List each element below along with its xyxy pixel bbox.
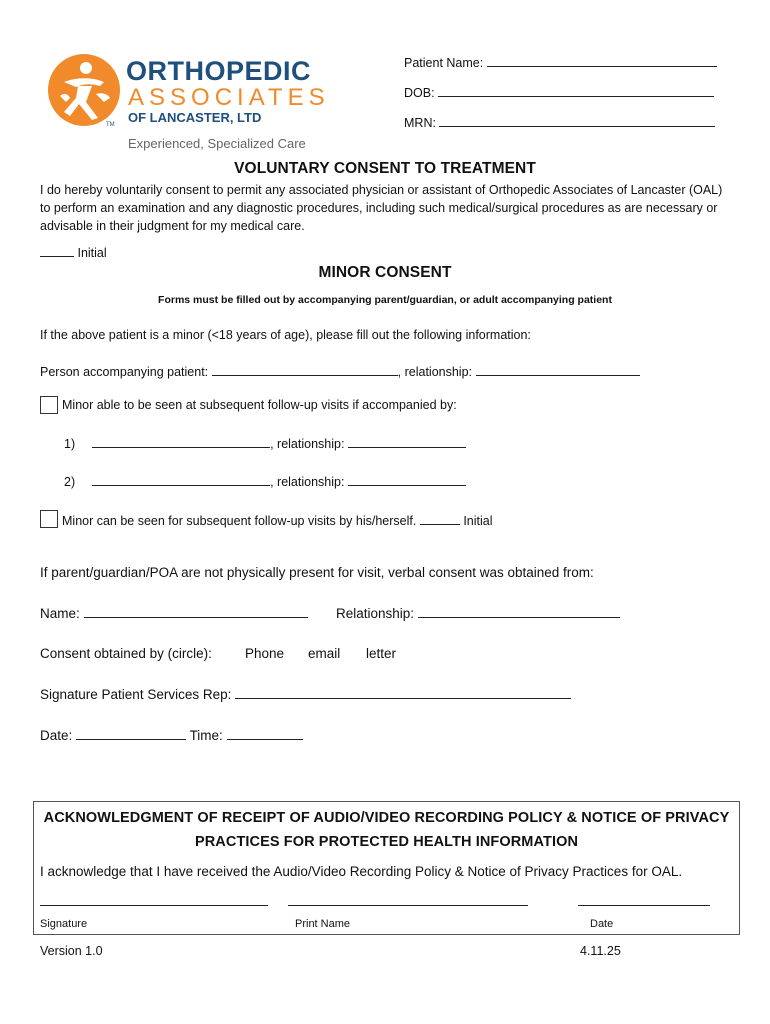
accompanied-by-2-field[interactable] [64,473,466,489]
minor-self-field[interactable] [62,512,493,528]
verbal-intro: If parent/guardian/POA are not physically present for visit, verbal consent was obtained from: [40,565,594,580]
consent-method-email[interactable]: email [308,646,341,661]
consent-initial-field[interactable] [40,244,107,260]
person-relationship-label: , relationship: [397,365,473,379]
patient-name-label: Patient Name: [404,56,484,70]
accompanied-by-1-relationship: , relationship: [270,437,345,451]
logo-line3: OF LANCASTER, LTD [128,110,262,125]
consent-title: VOLUNTARY CONSENT TO TREATMENT [234,160,536,177]
verbal-name-field[interactable] [40,605,308,621]
ack-date-line[interactable] [578,893,710,906]
dob-field[interactable] [404,84,714,100]
rep-signature-label: Signature Patient Services Rep: [40,687,232,702]
consent-initial-label: Initial [77,246,107,260]
dob-label: DOB: [404,86,435,100]
ack-body: I acknowledge that I have received the Audio/Video Recording Policy & Notice of Privacy Practices for OAL. [40,864,683,879]
consent-method-label: Consent obtained by (circle): [40,646,212,661]
minor-title: MINOR CONSENT [318,264,452,281]
ack-title-line1: ACKNOWLEDGMENT OF RECEIPT OF AUDIO/VIDEO RECORDING POLICY & NOTICE OF PRIVACY [43,810,730,826]
footer-version: Version 1.0 [40,944,103,958]
minor-accompanied-checkbox[interactable] [40,396,58,414]
verbal-relationship-field[interactable] [336,605,620,621]
logo-tm: TM [106,122,115,128]
minor-self-label: Minor can be seen for subsequent follow-up visits by his/herself. [62,514,417,528]
ack-signature-label: Signature [40,918,88,930]
person-accompanying-field[interactable] [40,363,640,379]
footer-date: 4.11.25 [580,944,621,958]
person-accompanying-label: Person accompanying patient: [40,365,209,379]
accompanied-by-1-field[interactable] [64,435,466,451]
verbal-date-field[interactable] [40,727,303,743]
ack-print-name-line[interactable] [288,893,528,906]
logo-tagline: Experienced, Specialized Care [128,136,306,151]
verbal-name-label: Name: [40,606,80,621]
accompanied-by-1-number: 1) [64,437,76,451]
verbal-relationship-label: Relationship: [336,606,415,621]
patient-name-field[interactable] [404,54,717,70]
ack-print-name-label: Print Name [295,918,351,930]
consent-method-letter[interactable]: letter [366,646,397,661]
logo-line1: ORTHOPEDIC [126,56,312,86]
consent-body-line1: I do hereby voluntarily consent to permit any associated physician or assistant of Orthopedic Associates of Lancaster (OAL) [40,183,723,197]
consent-body-line3: advisable in their judgment for my medical care. [40,219,305,233]
minor-subtitle: Forms must be filled out by accompanying parent/guardian, or adult accompanying patient [158,294,612,306]
minor-accompanied-label: Minor able to be seen at subsequent follow-up visits if accompanied by: [62,398,457,412]
mrn-field[interactable] [404,114,715,130]
verbal-time-label: Time: [189,728,223,743]
minor-self-checkbox[interactable] [40,510,58,528]
accompanied-by-2-relationship: , relationship: [270,475,345,489]
mrn-label: MRN: [404,116,436,130]
ack-date-label: Date [590,918,614,930]
ack-signature-line[interactable] [40,893,268,906]
consent-method-phone[interactable]: Phone [245,646,285,661]
logo-line2: ASSOCIATES [128,84,330,111]
verbal-date-label: Date: [40,728,73,743]
accompanied-by-2-number: 2) [64,475,76,489]
minor-self-initial-label: Initial [463,514,493,528]
minor-intro: If the above patient is a minor (<18 years of age), please fill out the following information: [40,328,531,342]
ack-title-line2: PRACTICES FOR PROTECTED HEALTH INFORMATION [194,834,579,850]
logo-figure-icon [46,52,122,132]
consent-body-line2: to perform an examination and any diagnostic procedures, including such medical/surgical procedures as are necessary or [40,201,718,215]
rep-signature-field[interactable] [40,686,571,702]
